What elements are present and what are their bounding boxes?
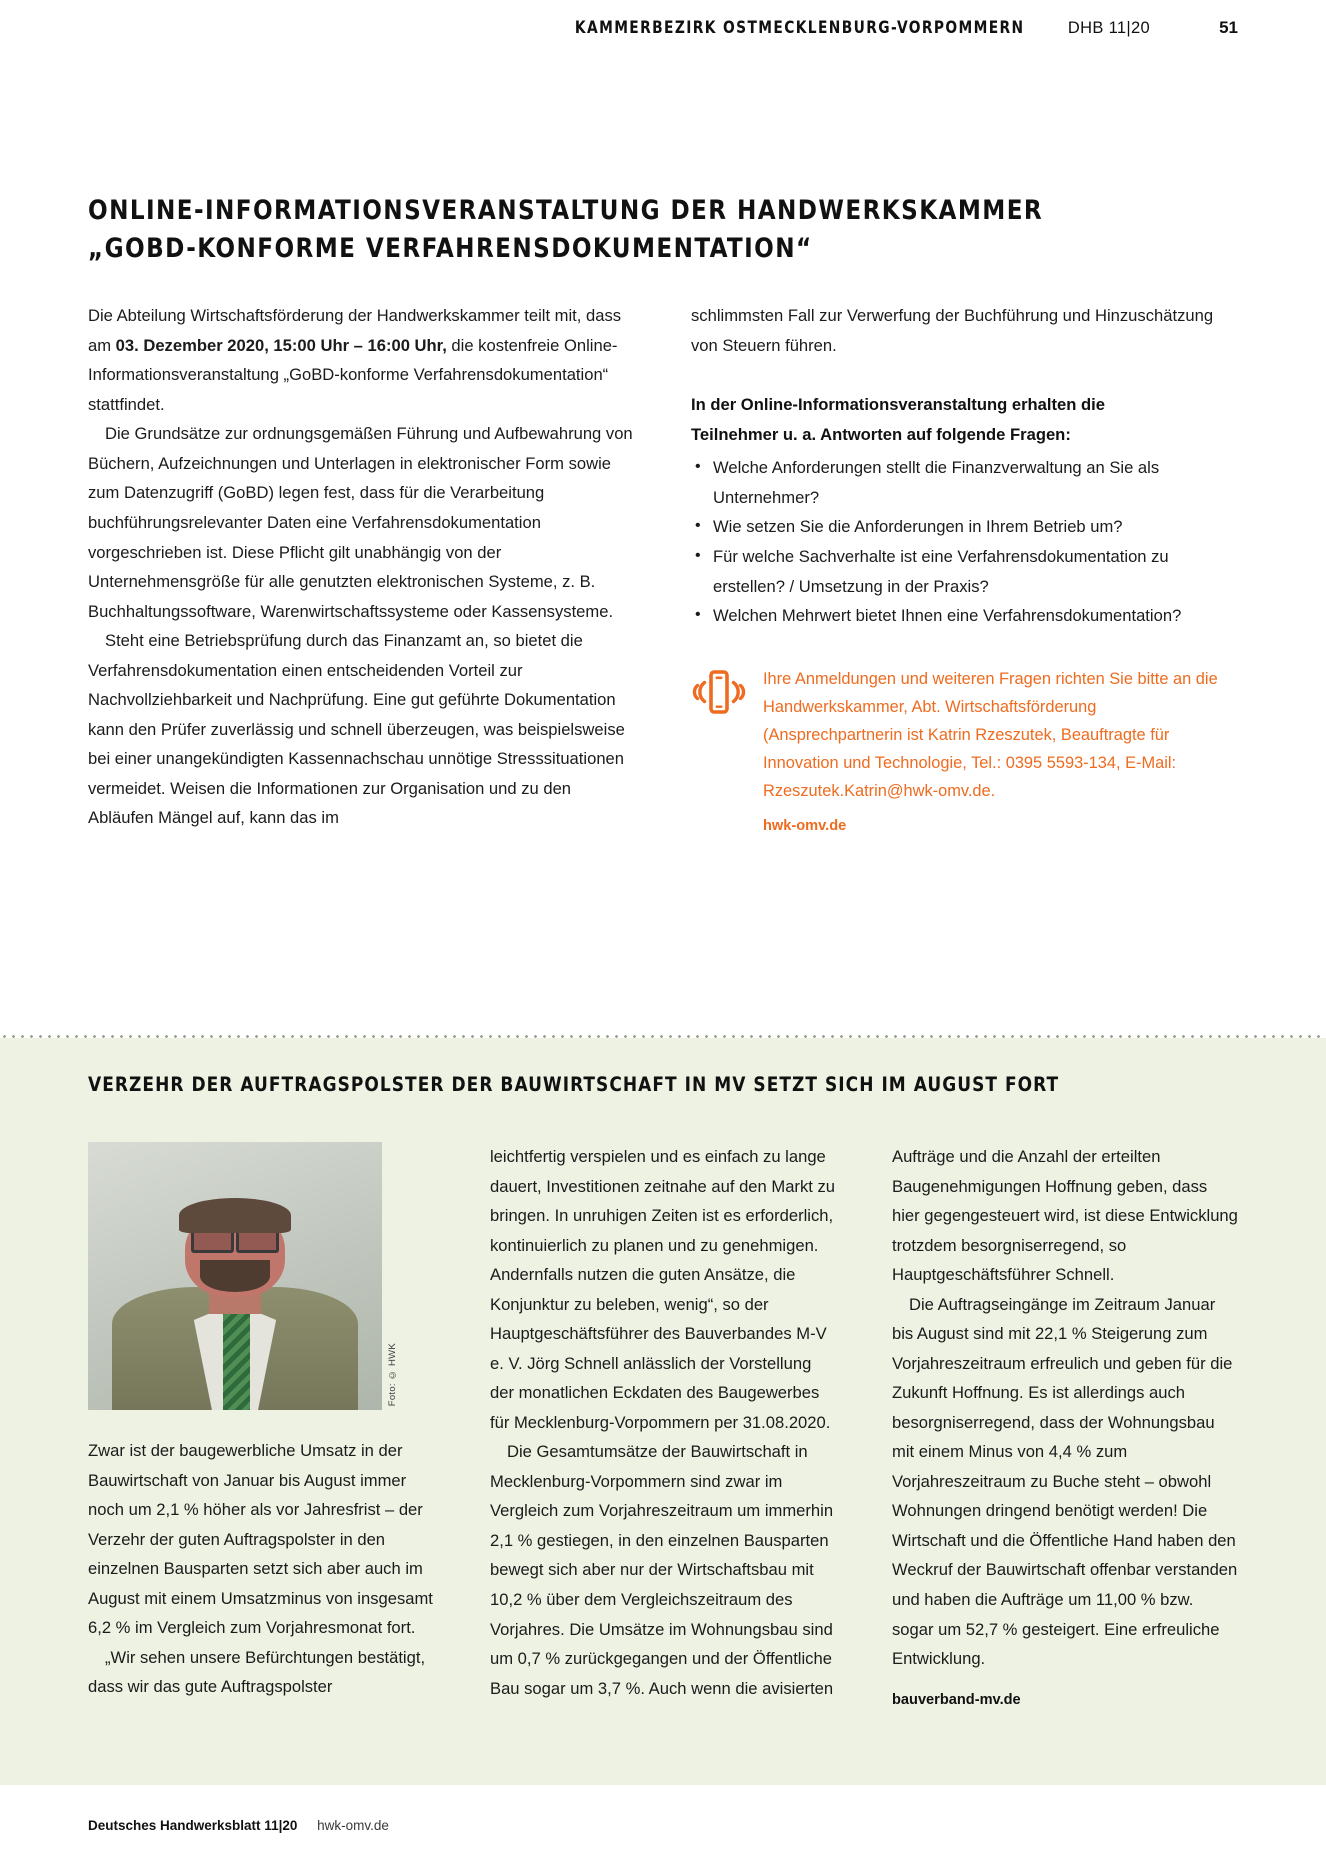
article1-headline-line1: ONLINE-INFORMATIONSVERANSTALTUNG DER HANDWERKSKAMMER	[88, 195, 1044, 226]
article-online-informationsveranstaltung	[88, 192, 1238, 839]
article2-headline: VERZEHR DER AUFTRAGSPOLSTER DER BAUWIRTSCHAFT IN MV SETZT SICH IM AUGUST FORT	[88, 1073, 1060, 1096]
article1-headline	[88, 192, 1204, 267]
photo-tie	[223, 1308, 249, 1410]
photo-beard	[200, 1260, 271, 1292]
contact-callout-text	[763, 665, 1238, 839]
photo-credit: Foto: © HWK	[387, 1342, 398, 1406]
article1-columns	[88, 301, 1238, 839]
page-number: 51	[1219, 18, 1238, 37]
mobile-phone-signal-icon	[691, 669, 747, 715]
contact-callout-body: Ihre Anmeldungen und weiteren Fragen richten Sie bitte an die Handwerkskammer, Abt. Wirtschaftsförderung (Ansprechpartnerin ist Katrin Rzeszutek, Beauftragte für Innovation und Technologie, Tel.: 0395 5593-134, E-Mail: Rzeszutek.Katrin@hwk-omv.de.	[763, 669, 1218, 801]
article1-question-list	[691, 453, 1238, 630]
article2-col2-paragraph-2: Die Gesamtumsätze der Bauwirtschaft in Mecklenburg-Vorpommern sind zwar im Vergleich zum Vorjahreszeitraum um immerhin 2,1 % gestiegen, in den einzelnen Bausparten bewegt sich aber nur der Wirtschaftsbau mit 10,2 % über dem Vergleichszeitraum des Vorjahres. Die Umsätze im Wohnungsbau sind um 0,7 % zurückgegangen und der Öffentliche Bau sogar um 3,7 %. Auch wenn die avisierten	[490, 1442, 834, 1698]
questions-subhead-line2: Teilnehmer u. a. Antworten auf folgende Fragen:	[691, 424, 1071, 444]
article2-col3-paragraph-1: Aufträge und die Anzahl der erteilten Baugenehmigungen Hoffnung geben, dass hier gegengesteuert wird, ist diese Entwicklung trotzdem besorgniserregend, so Hauptgeschäftsführer Schnell.	[892, 1147, 1238, 1285]
page-footer	[88, 1818, 389, 1833]
article1-questions-subhead	[691, 390, 1238, 449]
article1-paragraph-3: Steht eine Betriebsprüfung durch das Finanzamt an, so bietet die Verfahrensdokumentation einen entscheidenden Vorteil zur Nachvollziehbarkeit und Nachprüfung. Eine gut geführte Dokumentation kann den Prüfer zuverlässig und schnell überzeugen, was beispielsweise bei einer unangekündigten Kassennachschau unnötige Stresssituationen vermeidet. Weisen die Informationen zur Organisation und zu den Abläufen Mängel auf, kann das im	[88, 631, 625, 828]
article2-columns	[88, 1142, 1238, 1708]
footer-publication: Deutsches Handwerksblatt 11|20	[88, 1818, 298, 1833]
contact-callout	[691, 665, 1238, 839]
hwk-weblink[interactable]: hwk-omv.de	[763, 817, 847, 834]
article2-col1-paragraph-1: Zwar ist der baugewerbliche Umsatz in der Bauwirtschaft von Januar bis August immer noch um 2,1 % höher als vor Jahresfrist – der Verzehr der guten Auftragspolster in den einzelnen Bausparten setzt sich aber auch im August mit einem Umsatzminus von insgesamt 6,2 % im Vergleich zum Vorjahresmonat fort.	[88, 1441, 433, 1638]
article2-column-3	[892, 1142, 1238, 1708]
portrait-photo	[88, 1142, 382, 1410]
event-datetime: 03. Dezember 2020, 15:00 Uhr – 16:00 Uhr,	[115, 335, 447, 355]
running-header-section: KAMMERBEZIRK OSTMECKLENBURG-VORPOMMERN	[575, 18, 1025, 37]
photo-hair	[179, 1198, 291, 1233]
article1-right-paragraph-1: schlimmsten Fall zur Verwerfung der Buchführung und Hinzuschätzung von Steuern führen.	[691, 306, 1214, 355]
running-header	[0, 18, 1326, 38]
footer-website[interactable]: hwk-omv.de	[317, 1818, 389, 1833]
article2-col2-paragraph-1: leichtfertig verspielen und es einfach zu lange dauert, Investitionen zeitnahe auf den Markt zu bringen. In unruhigen Zeiten ist es erforderlich, kontinuierlich zu planen und zu genehmigen. Andernfalls nutzen die guten Ansätze, die Konjunktur zu beleben, wenig“, so der Hauptgeschäftsführer des Bauverbandes M-V e. V. Jörg Schnell anlässlich der Vorstellung der monatlichen Eckdaten des Baugewerbes für Mecklenburg-Vorpommern per 31.08.2020.	[490, 1147, 835, 1432]
article1-left-column	[88, 301, 635, 839]
portrait-photo-wrapper	[88, 1142, 398, 1410]
bauverband-weblink[interactable]: bauverband-mv.de	[892, 1691, 1021, 1708]
article-bauwirtschaft-mv	[88, 1073, 1238, 1708]
article1-headline-line2: „GOBD-KONFORME VERFAHRENSDOKUMENTATION“	[88, 232, 813, 264]
article1-paragraph-2: Die Grundsätze zur ordnungsgemäßen Führung und Aufbewahrung von Büchern, Aufzeichnungen und Unterlagen in elektronischer Form sowie zum Datenzugriff (GoBD) legen fest, dass für die Verarbeitung buchführungsrelevanter Daten eine Verfahrensdokumentation vorgeschrieben ist. Diese Pflicht gilt unabhängig von der Unternehmensgröße für alle genutzten elektronischen Systeme, z. B. Buchhaltungssoftware, Warenwirtschaftssysteme oder Kassensysteme.	[88, 424, 633, 621]
article2-column-2	[490, 1142, 836, 1708]
article2-col3-paragraph-2: Die Auftragseingänge im Zeitraum Januar bis August sind mit 22,1 % Steigerung zum Vorjahreszeitraum erfreulich und geben für die Zukunft Hoffnung. Es ist allerdings auch besorgniserregend, dass der Wohnungsbau mit einem Minus von 4,4 % zum Vorjahreszeitraum zu Buche steht – obwohl Wohnungen dringend benötigt werden! Die Wirtschaft und die Öffentliche Hand haben den Weckruf der Bauwirtschaft offenbar verstanden und haben die Aufträge um 11,00 % bzw. sogar um 52,7 % gesteigert. Eine erfreuliche Entwicklung.	[892, 1294, 1238, 1669]
running-header-issue: DHB 11|20	[1067, 19, 1150, 37]
list-item: • Wie setzen Sie die Anforderungen in Ihrem Betrieb um?	[691, 512, 1238, 542]
article2-col1-paragraph-2: „Wir sehen unsere Befürchtungen bestätigt, dass wir das gute Auftragspolster	[88, 1647, 426, 1697]
article1-right-column	[691, 301, 1238, 839]
article2-column-1	[88, 1142, 434, 1708]
article1-p1-part-c: die kostenfreie Online-Informationsveranstaltung „GoBD-konforme Verfahrensdokumentation“ stattfindet.	[88, 335, 618, 414]
list-item: • Welche Anforderungen stellt die Finanzverwaltung an Sie als Unternehmer?	[691, 453, 1238, 512]
list-item: • Welchen Mehrwert bietet Ihnen eine Verfahrensdokumentation?	[691, 601, 1238, 631]
list-item: • Für welche Sachverhalte ist eine Verfahrensdokumentation zu erstellen? / Umsetzung in der Praxis?	[691, 542, 1238, 601]
article1-p1-part-a: Die Abteilung Wirtschaftsförderung der Handwerkskammer teilt mit, dass am	[88, 306, 622, 355]
questions-subhead-line1: In der Online-Informationsveranstaltung erhalten die	[691, 395, 1105, 415]
article1-paragraph-1	[88, 301, 635, 419]
